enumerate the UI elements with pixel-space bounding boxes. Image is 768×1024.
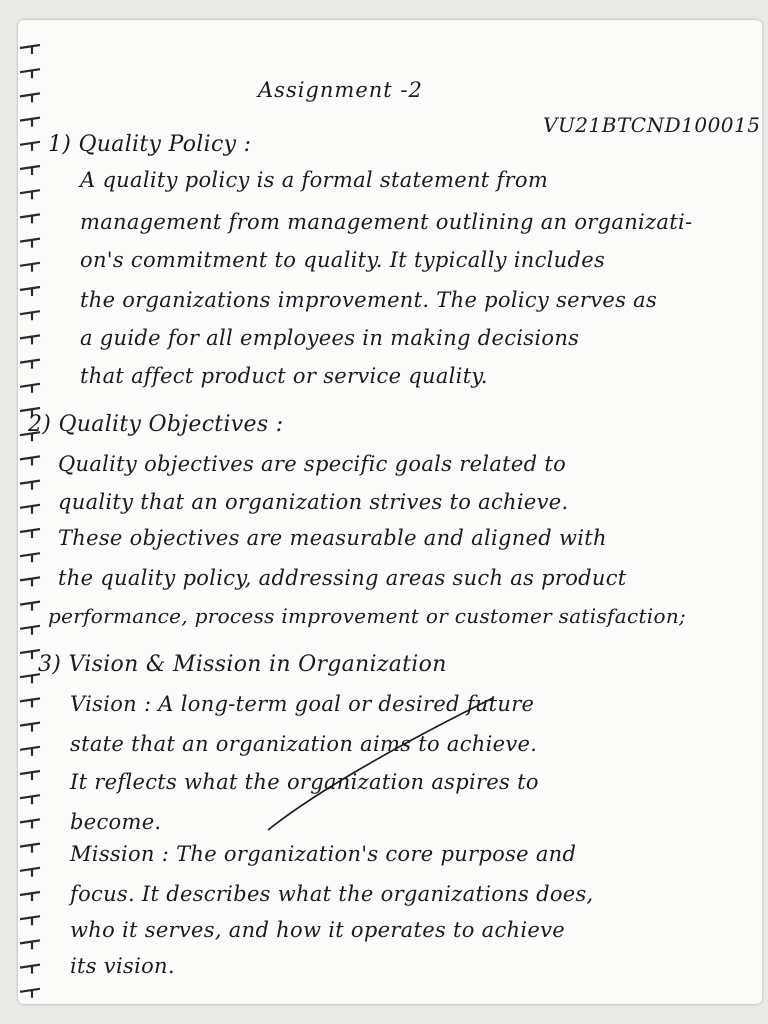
- binding-ring: [20, 965, 40, 974]
- binding-ring: [20, 456, 40, 465]
- text-line: the organizations improvement. The policy serves as: [80, 288, 658, 312]
- binding-ring: [20, 916, 40, 925]
- binding-ring: [20, 723, 40, 732]
- binding-ring: [20, 989, 40, 998]
- heading-quality-policy: 1) Quality Policy :: [48, 132, 252, 157]
- text-line: Vision : A long-term goal or desired future: [70, 692, 535, 716]
- binding-ring: [20, 335, 40, 344]
- binding-ring: [20, 844, 40, 853]
- notebook-page: [18, 20, 762, 1004]
- binding-ring: [20, 263, 40, 272]
- binding-ring: [20, 650, 40, 659]
- text-line: become.: [70, 810, 162, 834]
- text-line: Quality objectives are specific goals related to: [58, 452, 567, 476]
- text-line: a guide for all employees in making decisions: [80, 326, 580, 350]
- binding-ring: [20, 45, 40, 54]
- text-line: It reflects what the organization aspires to: [70, 770, 539, 794]
- binding-ring: [20, 698, 40, 707]
- heading-quality-objectives: 2) Quality Objectives :: [28, 412, 284, 437]
- binding-ring: [20, 553, 40, 562]
- binding-ring: [20, 940, 40, 949]
- binding-ring: [20, 214, 40, 223]
- binding-ring: [20, 311, 40, 320]
- text-line: who it serves, and how it operates to achieve: [70, 918, 566, 942]
- text-line: quality that an organization strives to achieve.: [58, 490, 569, 514]
- binding-ring: [20, 602, 40, 611]
- binding-ring: [20, 626, 40, 635]
- binding-ring: [20, 771, 40, 780]
- binding-ring: [20, 868, 40, 877]
- text-line: state that an organization aims to achieve.: [70, 732, 538, 756]
- binding-ring: [20, 93, 40, 102]
- text-line: These objectives are measurable and aligned with: [58, 526, 607, 550]
- text-line: management from management outlining an organizati-: [80, 210, 693, 234]
- binding-ring: [20, 384, 40, 393]
- binding-ring: [20, 190, 40, 199]
- pen-stroke-mark: [258, 680, 518, 840]
- binding-ring: [20, 747, 40, 756]
- binding-ring: [20, 142, 40, 151]
- assignment-title: Assignment -2: [258, 78, 423, 102]
- text-line: its vision.: [70, 954, 175, 978]
- binding-ring: [20, 795, 40, 804]
- spiral-binding: [18, 40, 52, 1004]
- binding-ring: [20, 505, 40, 514]
- binding-ring: [20, 529, 40, 538]
- binding-ring: [20, 892, 40, 901]
- binding-ring: [20, 360, 40, 369]
- binding-ring: [20, 481, 40, 490]
- text-line: that affect product or service quality.: [80, 364, 488, 388]
- text-line: Mission : The organization's core purpose and: [70, 842, 577, 866]
- binding-ring: [20, 674, 40, 683]
- binding-ring: [20, 166, 40, 175]
- binding-ring: [20, 577, 40, 586]
- heading-vision-mission: 3) Vision & Mission in Organization: [38, 652, 447, 677]
- text-line: performance, process improvement or customer satisfaction;: [48, 604, 687, 628]
- text-line: on's commitment to quality. It typically includes: [80, 248, 606, 272]
- binding-ring: [20, 118, 40, 127]
- text-line: A quality policy is a formal statement from: [80, 168, 549, 192]
- text-line: the quality policy, addressing areas such as product: [58, 566, 627, 590]
- registration-number: VU21BTCND100015: [543, 113, 761, 137]
- binding-ring: [20, 69, 40, 78]
- text-line: focus. It describes what the organizations does,: [70, 882, 594, 906]
- binding-ring: [20, 239, 40, 248]
- binding-ring: [20, 819, 40, 828]
- binding-ring: [20, 287, 40, 296]
